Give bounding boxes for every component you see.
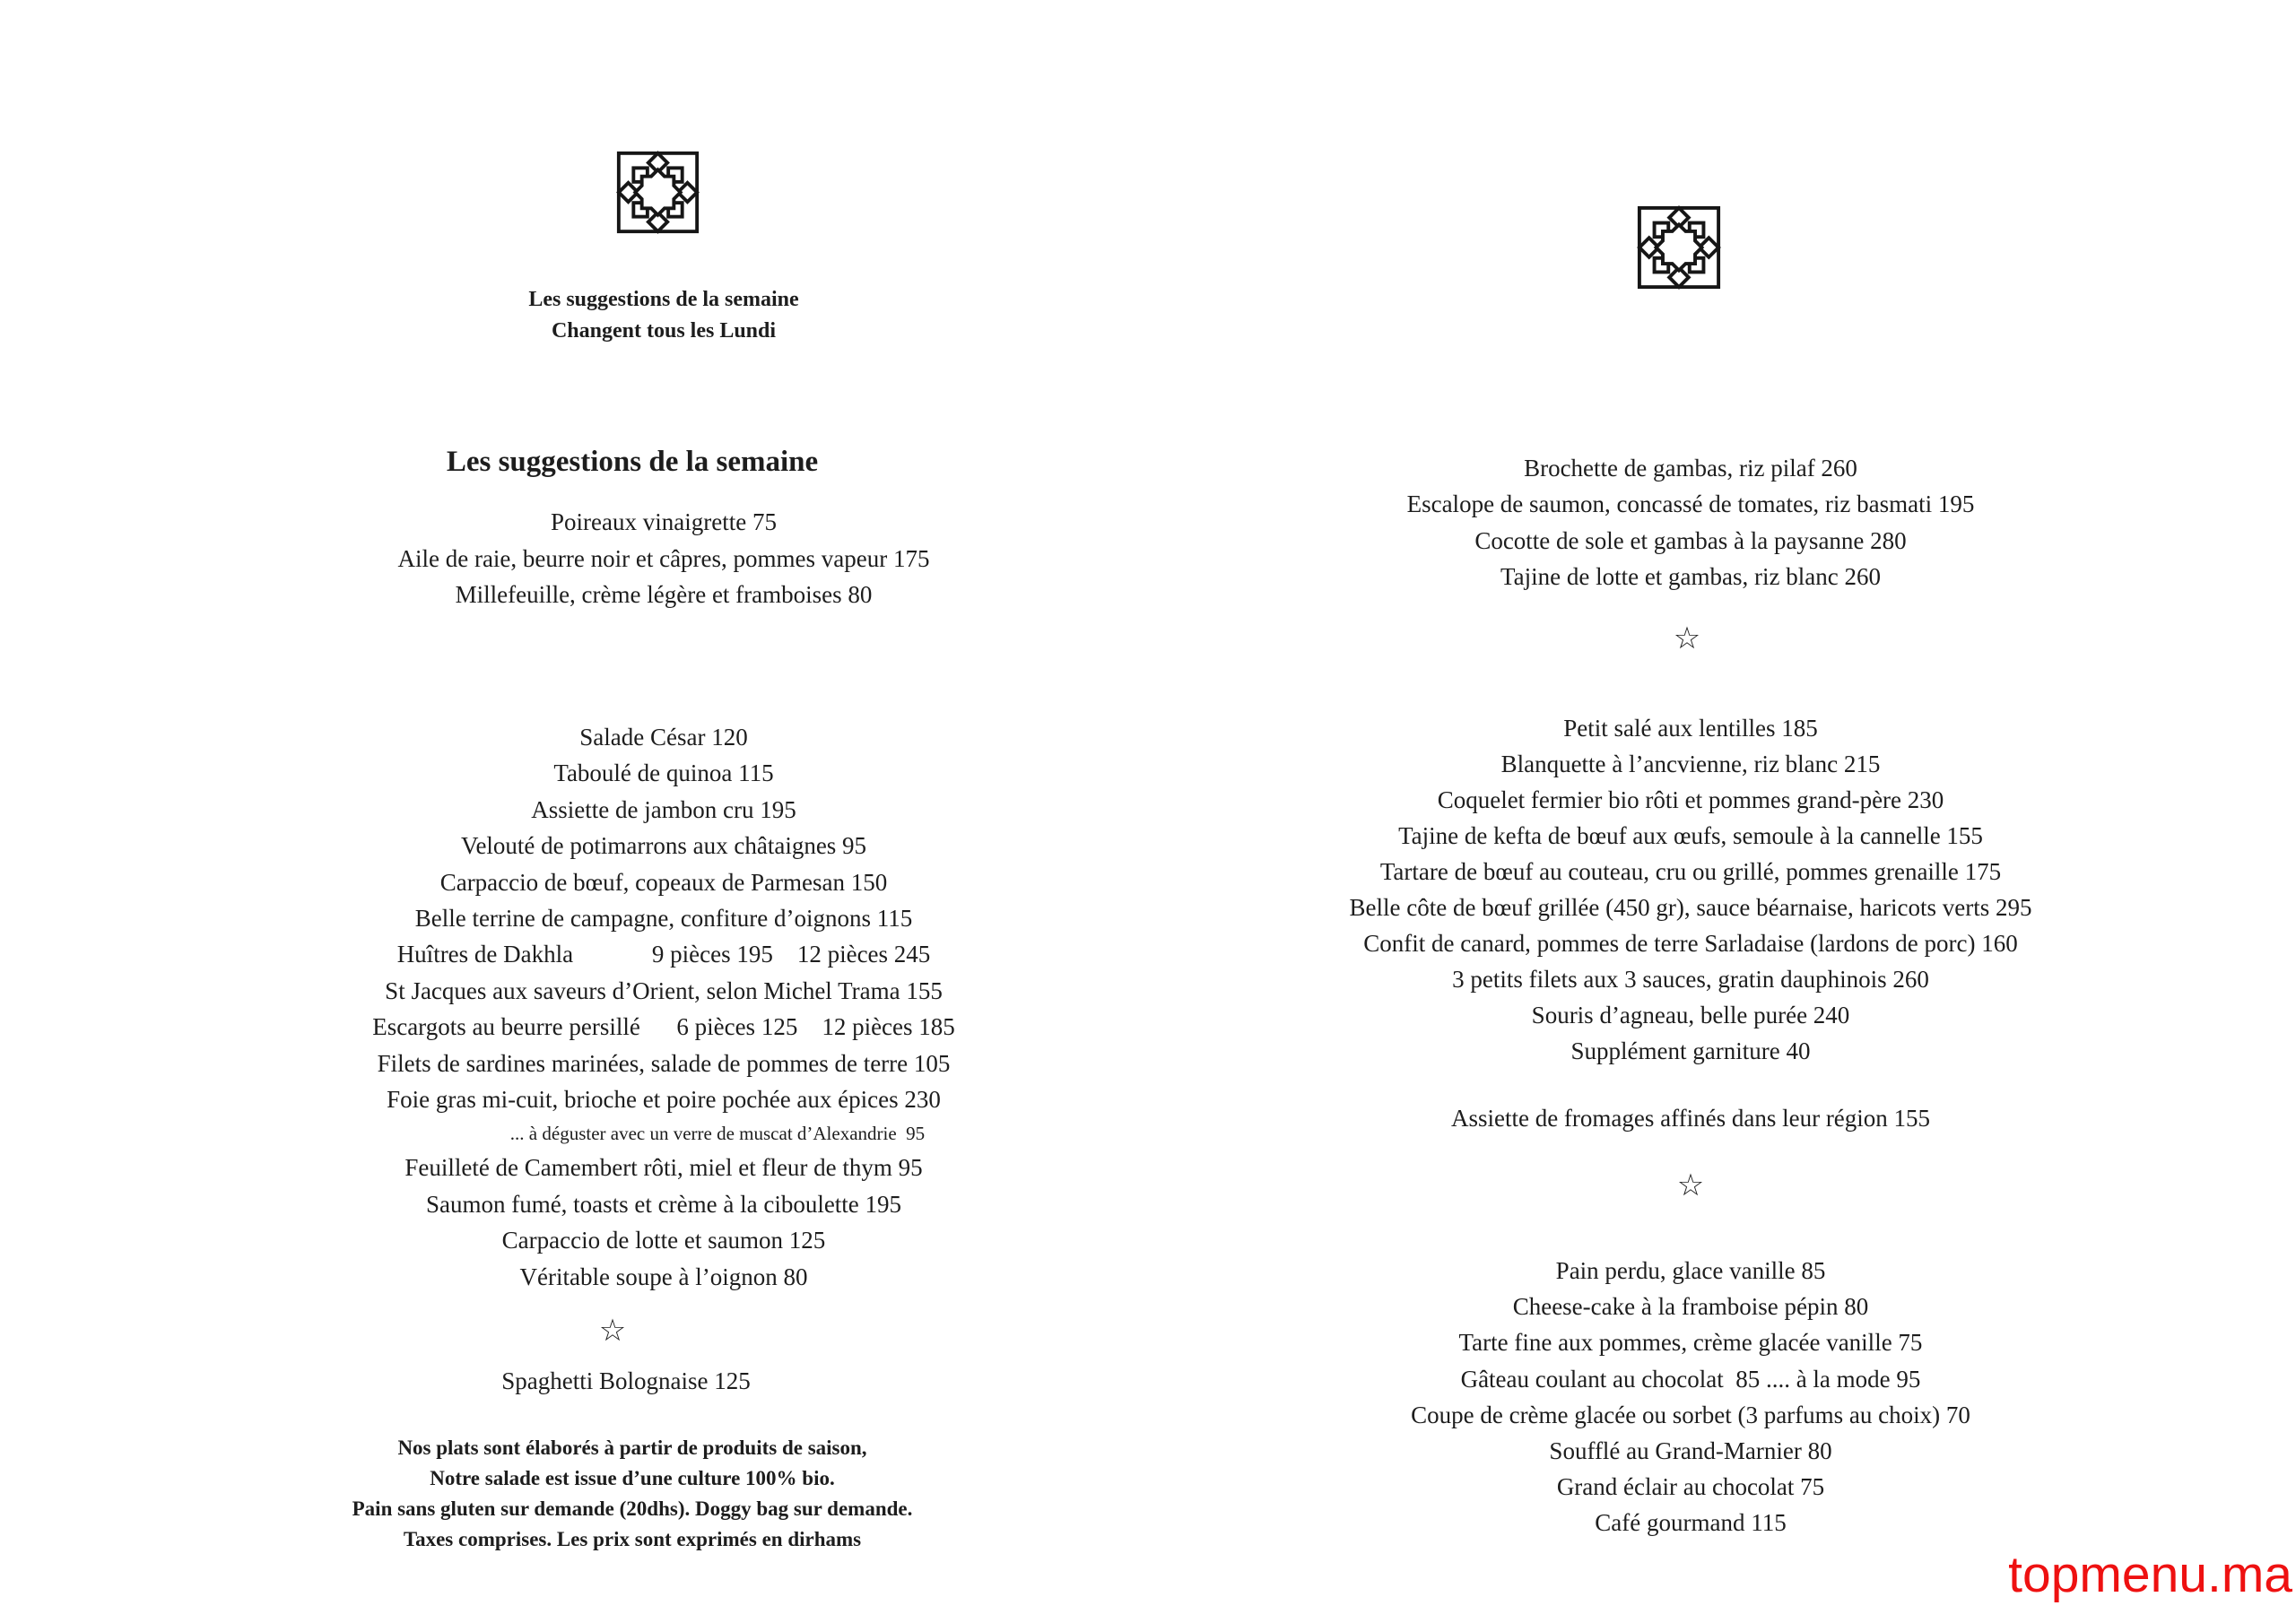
menu-item: Escargots au beurre persillé 6 pièces 125 12 pièces 185 bbox=[372, 1013, 955, 1041]
menu-item: Spaghetti Bolognaise 125 bbox=[501, 1367, 751, 1394]
footer-line: Taxes comprises. Les prix sont exprimés en dirhams bbox=[403, 1528, 862, 1550]
weekly-rotation-note bbox=[118, 284, 1209, 347]
topmenu-watermark: topmenu.ma bbox=[2008, 1546, 2292, 1603]
cheese-course-item: Assiette de fromages affinés dans leur région 155 bbox=[1450, 1105, 1931, 1132]
menu-item: Feuilleté de Camembert rôti, miel et fleur de thym 95 bbox=[404, 1154, 923, 1182]
menu-item: Tajine de lotte et gambas, riz blanc 260 bbox=[1500, 562, 1881, 590]
menu-item: Saumon fumé, toasts et crème à la ciboulette 195 bbox=[425, 1190, 902, 1218]
starters-section bbox=[118, 719, 1209, 1295]
menu-item: Belle terrine de campagne, confiture d’oignons 115 bbox=[414, 905, 913, 933]
menu-item: 3 petits filets aux 3 sauces, gratin dauphinois 260 bbox=[1452, 966, 1929, 993]
menu-item-note: ... à déguster avec un verre de muscat d’Alexandrie 95 bbox=[509, 1123, 926, 1145]
menu-item: Tajine de kefta de bœuf aux œufs, semoule à la cannelle 155 bbox=[1398, 822, 1983, 849]
menu-item: Coupe de crème glacée ou sorbet (3 parfums au choix) 70 bbox=[1411, 1401, 1970, 1428]
menu-item: Salade César 120 bbox=[579, 724, 748, 751]
page-title: Les suggestions de la semaine bbox=[446, 446, 819, 478]
menu-item: Belle côte de bœuf grillée (450 gr), sauce béarnaise, haricots verts 295 bbox=[1349, 894, 2032, 921]
fish-dishes-section bbox=[1146, 450, 2235, 595]
footer-line: Notre salade est issue d’une culture 100% bio. bbox=[430, 1467, 835, 1489]
menu-item: Tarte fine aux pommes, crème glacée vanille 75 bbox=[1458, 1329, 1923, 1357]
menu-item: Pain perdu, glace vanille 85 bbox=[1555, 1257, 1826, 1284]
khatam-star-icon bbox=[614, 149, 701, 236]
restaurant-logo bbox=[1135, 204, 2223, 291]
menu-item: Aile de raie, beurre noir et câpres, pommes vapeur 175 bbox=[397, 544, 930, 572]
menu-footer bbox=[87, 1433, 1178, 1555]
menu-item: Velouté de potimarrons aux châtaignes 95 bbox=[460, 832, 867, 860]
menu-item: Confit de canard, pommes de terre Sarladaise (lardons de porc) 160 bbox=[1363, 930, 2018, 957]
menu-item: Petit salé aux lentilles 185 bbox=[1563, 715, 1818, 742]
section-divider-star-icon: ☆ bbox=[598, 1313, 627, 1349]
section-divider-star-icon: ☆ bbox=[1676, 1167, 1705, 1203]
menu-item: St Jacques aux saveurs d’Orient, selon Michel Trama 155 bbox=[385, 976, 943, 1004]
menu-item: Huîtres de Dakhla 9 pièces 195 12 pièces 245 bbox=[396, 941, 931, 968]
menu-item: Cocotte de sole et gambas à la paysanne 280 bbox=[1474, 526, 1907, 554]
meat-dishes-section bbox=[1146, 710, 2235, 1069]
menu-item: Carpaccio de bœuf, copeaux de Parmesan 150 bbox=[439, 868, 888, 896]
menu-item: Poireaux vinaigrette 75 bbox=[551, 508, 777, 535]
menu-item: Soufflé au Grand-Marnier 80 bbox=[1549, 1437, 1832, 1465]
weekly-note-line: Les suggestions de la semaine bbox=[528, 288, 799, 311]
menu-item: Assiette de jambon cru 195 bbox=[531, 795, 796, 823]
menu-item: Souris d’agneau, belle purée 240 bbox=[1531, 1002, 1850, 1028]
menu-item: Carpaccio de lotte et saumon 125 bbox=[501, 1227, 826, 1254]
menu-item: Taboulé de quinoa 115 bbox=[553, 759, 774, 787]
weekly-specials-section bbox=[118, 504, 1209, 613]
menu-item: Blanquette à l’ancvienne, riz blanc 215 bbox=[1500, 751, 1881, 777]
menu-item: Cheese-cake à la framboise pépin 80 bbox=[1512, 1293, 1869, 1321]
footer-line: Nos plats sont élaborés à partir de produits de saison, bbox=[397, 1436, 867, 1459]
section-divider-star-icon: ☆ bbox=[1673, 621, 1701, 656]
weekly-note-line: Changent tous les Lundi bbox=[551, 319, 777, 343]
khatam-star-icon bbox=[1635, 204, 1723, 291]
menu-item: Grand éclair au chocolat 75 bbox=[1556, 1473, 1825, 1501]
menu-item: Millefeuille, crème légère et framboises 80 bbox=[455, 581, 873, 608]
menu-item: Foie gras mi-cuit, brioche et poire pochée aux épices 230 bbox=[387, 1086, 941, 1114]
menu-item: Tartare de bœuf au couteau, cru ou grillé, pommes grenaille 175 bbox=[1379, 858, 2002, 885]
menu-item: Gâteau coulant au chocolat 85 .... à la mode 95 bbox=[1460, 1365, 1921, 1393]
menu-item: Café gourmand 115 bbox=[1595, 1509, 1787, 1537]
menu-item: Véritable soupe à l’oignon 80 bbox=[519, 1263, 808, 1290]
menu-item: Brochette de gambas, riz pilaf 260 bbox=[1524, 455, 1857, 482]
desserts-section bbox=[1146, 1253, 2235, 1541]
footer-line: Pain sans gluten sur demande (20dhs). Doggy bag sur demande. bbox=[352, 1497, 913, 1520]
menu-item: Filets de sardines marinées, salade de pommes de terre 105 bbox=[377, 1049, 951, 1077]
menu-item: Escalope de saumon, concassé de tomates, riz basmati 195 bbox=[1406, 490, 1975, 518]
menu-item: Coquelet fermier bio rôti et pommes grand-père 230 bbox=[1437, 786, 1944, 813]
restaurant-logo bbox=[112, 149, 1203, 236]
menu-item: Supplément garniture 40 bbox=[1570, 1037, 1811, 1064]
